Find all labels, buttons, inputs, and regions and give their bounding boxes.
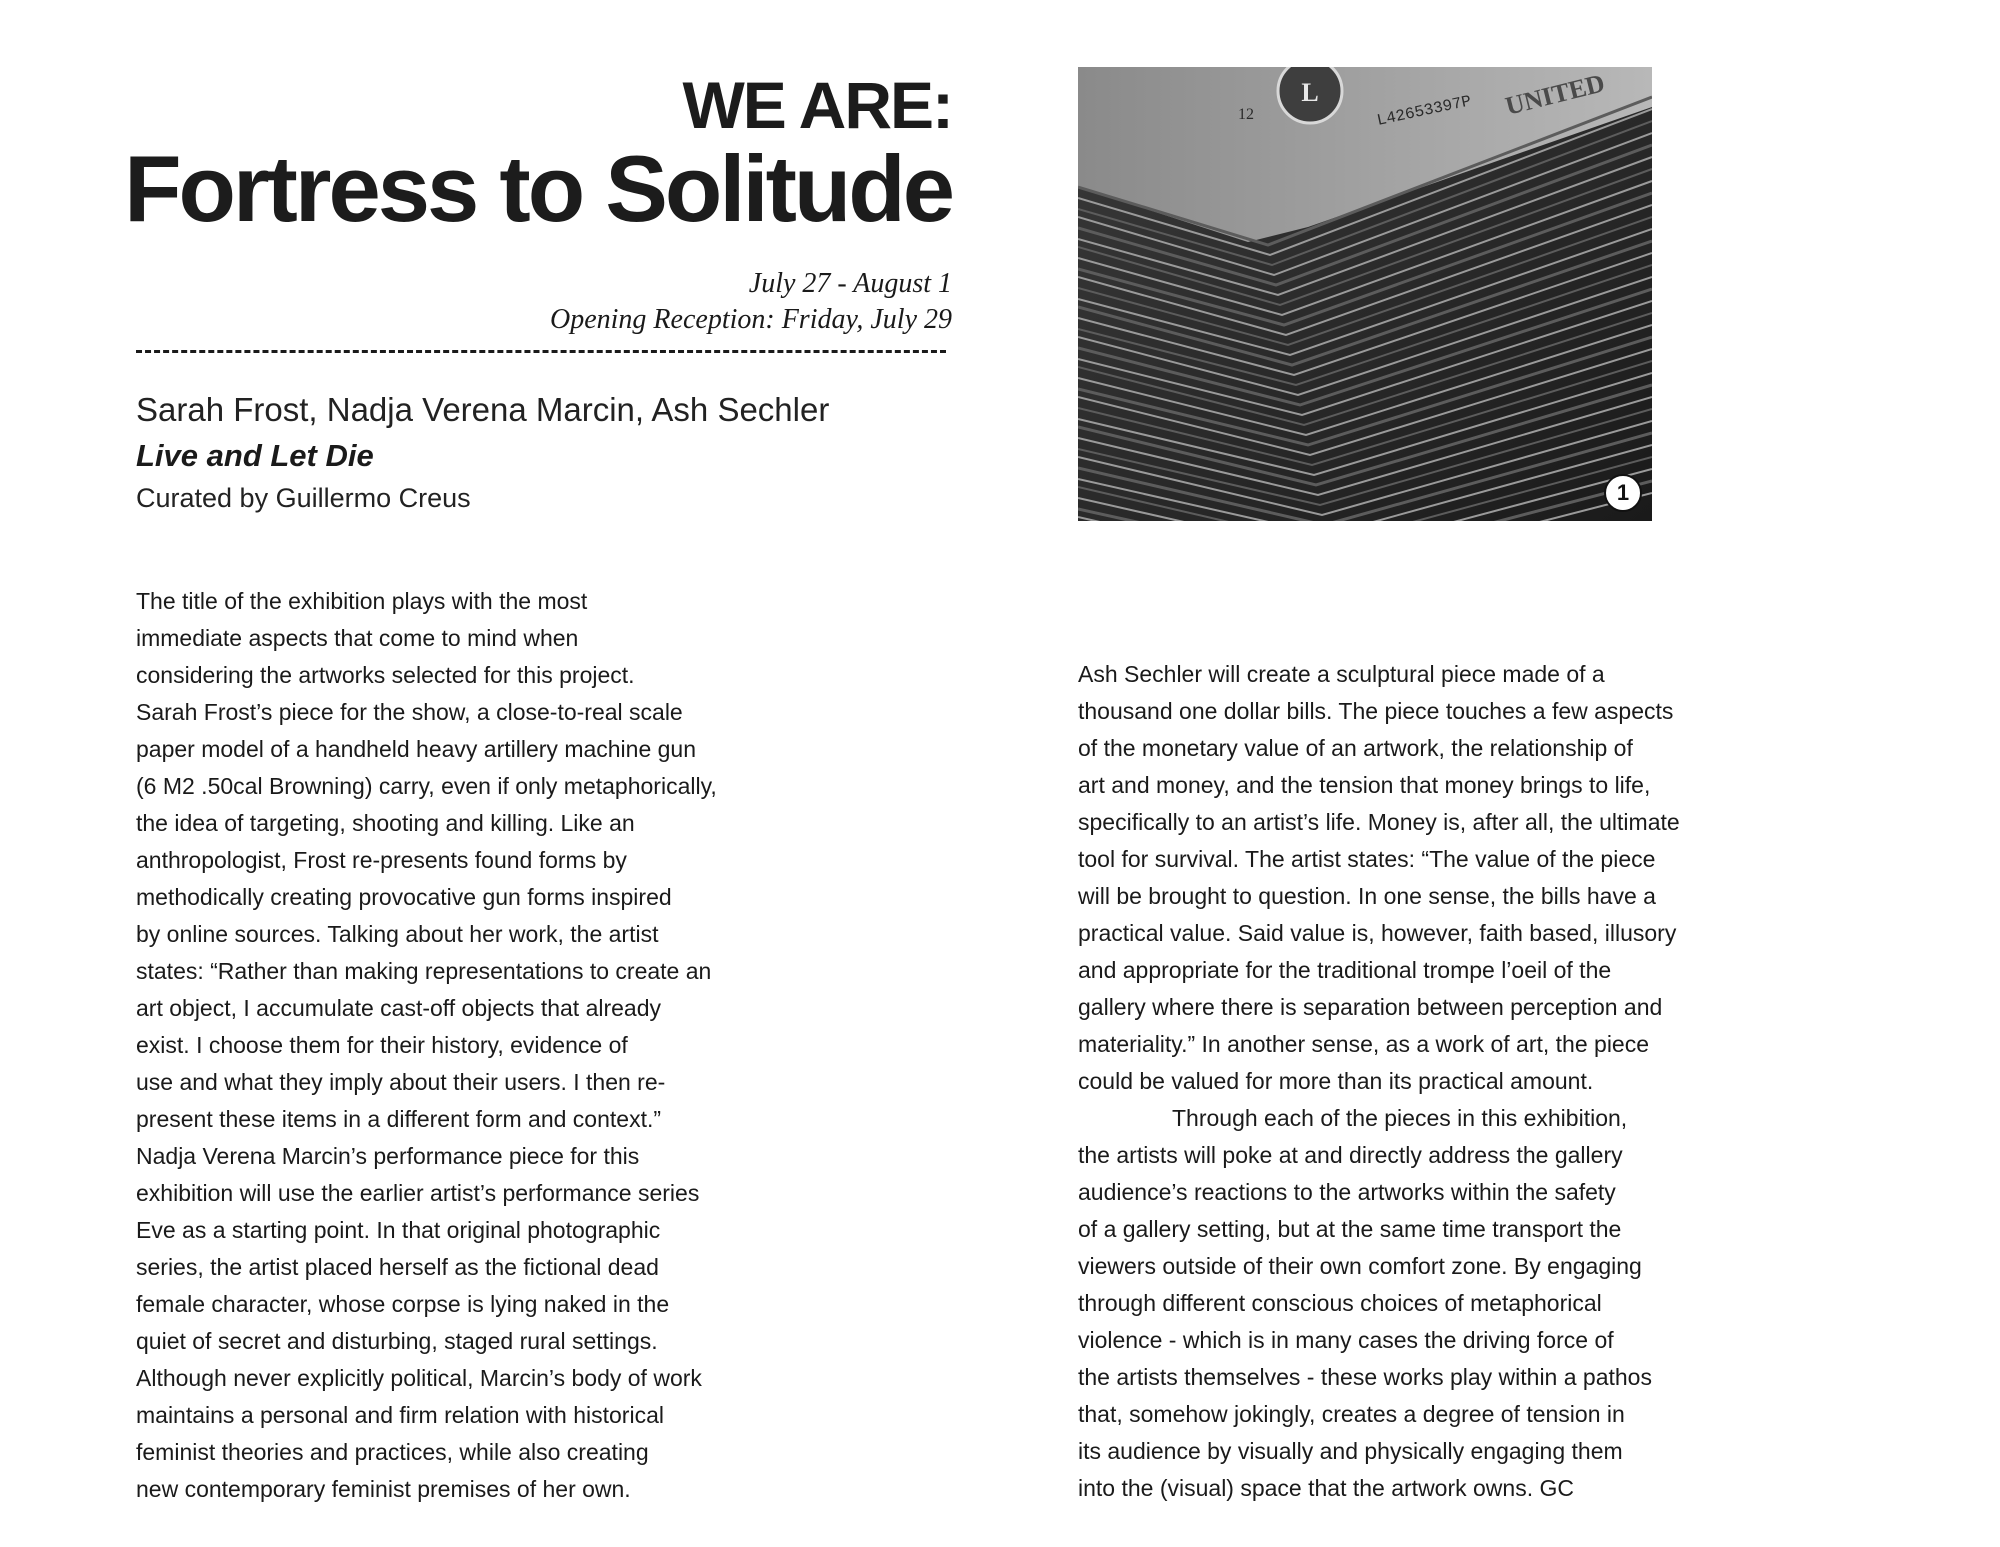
body-text-line: anthropologist, Frost re-presents found forms by [136, 847, 627, 873]
right-body-text [1078, 656, 1680, 1507]
date-block [550, 266, 952, 338]
body-text-line: (6 M2 .50cal Browning) carry, even if only metaphorically, [136, 773, 717, 799]
body-text-line: the idea of targeting, shooting and killing. Like an [136, 810, 635, 836]
left-body-text [136, 583, 717, 1508]
stacked-dollar-bills-photo-icon [1078, 67, 1652, 521]
body-text-line: of a gallery setting, but at the same time transport the [1078, 1216, 1622, 1242]
curator-credit: Curated by Guillermo Creus [136, 483, 471, 513]
body-text-line: specifically to an artist’s life. Money is, after all, the ultimate [1078, 809, 1680, 835]
body-text-line: use and what they imply about their users. I then re- [136, 1069, 666, 1095]
body-text-line: Nadja Verena Marcin’s performance piece for this [136, 1143, 640, 1169]
body-text-line: female character, whose corpse is lying naked in the [136, 1291, 670, 1317]
body-text-line: audience’s reactions to the artworks within the safety [1078, 1179, 1616, 1205]
body-text-line: states: “Rather than making representations to create an [136, 958, 712, 984]
body-text-line: that, somehow jokingly, creates a degree of tension in [1078, 1401, 1625, 1427]
body-text-line: and appropriate for the traditional trompe l’oeil of the [1078, 957, 1612, 983]
exhibition-dates: July 27 - August 1 [748, 268, 952, 299]
page-title: Fortress to Solitude [124, 136, 952, 241]
body-text-line: thousand one dollar bills. The piece touches a few aspects [1078, 698, 1674, 724]
body-text-line: quiet of secret and disturbing, staged rural settings. [136, 1328, 658, 1354]
body-text-line: exhibition will use the earlier artist’s performance series [136, 1180, 700, 1206]
body-text-line: methodically creating provocative gun forms inspired [136, 884, 672, 910]
artist-list: Sarah Frost, Nadja Verena Marcin, Ash Sechler [136, 391, 830, 428]
body-text-line: Ash Sechler will create a sculptural piece made of a [1078, 661, 1605, 687]
body-text-line: tool for survival. The artist states: “The value of the piece [1078, 846, 1656, 872]
body-text-line: art and money, and the tension that money brings to life, [1078, 772, 1651, 798]
body-text-line: feminist theories and practices, while also creating [136, 1439, 649, 1465]
body-text-line: viewers outside of their own comfort zone. By engaging [1078, 1253, 1642, 1279]
body-text-line: the artists will poke at and directly address the gallery [1078, 1142, 1623, 1168]
body-text-line: paper model of a handheld heavy artillery machine gun [136, 736, 697, 762]
bill-serial: L42653397P [1375, 92, 1473, 130]
opening-reception: Opening Reception: Friday, July 29 [550, 304, 952, 335]
body-text-line: considering the artworks selected for this project. [136, 662, 635, 688]
body-text-line: immediate aspects that come to mind when [136, 625, 579, 651]
body-text-line: violence - which is in many cases the driving force of [1078, 1327, 1614, 1353]
body-text-line: The title of the exhibition plays with the most [136, 588, 588, 614]
photo-number-badge: 1 [1604, 474, 1642, 512]
body-text-line: gallery where there is separation between perception and [1078, 994, 1663, 1020]
body-text-line: will be brought to question. In one sense, the bills have a [1078, 883, 1656, 909]
dashed-divider [136, 350, 946, 353]
body-text-line: Sarah Frost’s piece for the show, a close-to-real scale [136, 699, 683, 725]
body-text-line: Although never explicitly political, Marcin’s body of work [136, 1365, 702, 1391]
bill-text: UNITED [1502, 68, 1608, 121]
dollar-bills-photo [1078, 67, 1652, 521]
seal-letter: L [1301, 78, 1319, 107]
body-text-line: exist. I choose them for their history, evidence of [136, 1032, 628, 1058]
exhibition-title: Live and Let Die [136, 438, 374, 473]
body-text-line: maintains a personal and firm relation with historical [136, 1402, 664, 1428]
body-text-line: of the monetary value of an artwork, the relationship of [1078, 735, 1633, 761]
body-text-line: Eve as a starting point. In that original photographic [136, 1217, 661, 1243]
body-text-line: present these items in a different form and context.” [136, 1106, 662, 1132]
body-text-line: materiality.” In another sense, as a work of art, the piece [1078, 1031, 1650, 1057]
body-text-line: could be valued for more than its practical amount. [1078, 1068, 1594, 1094]
body-text-line: into the (visual) space that the artwork owns. GC [1078, 1475, 1574, 1501]
body-text-line: by online sources. Talking about her work, the artist [136, 921, 659, 947]
body-text-line: practical value. Said value is, however, faith based, illusory [1078, 920, 1677, 946]
body-text-line: art object, I accumulate cast-off objects that already [136, 995, 662, 1021]
body-text-line: Through each of the pieces in this exhibition, [1172, 1105, 1628, 1131]
body-text-line: its audience by visually and physically engaging them [1078, 1438, 1623, 1464]
bill-number: 12 [1238, 106, 1254, 123]
body-text-line: the artists themselves - these works play within a pathos [1078, 1364, 1652, 1390]
kicker-heading: WE ARE: [682, 68, 952, 142]
body-text-line: series, the artist placed herself as the fictional dead [136, 1254, 659, 1280]
body-text-line: through different conscious choices of metaphorical [1078, 1290, 1602, 1316]
body-text-line: new contemporary feminist premises of her own. [136, 1476, 631, 1502]
